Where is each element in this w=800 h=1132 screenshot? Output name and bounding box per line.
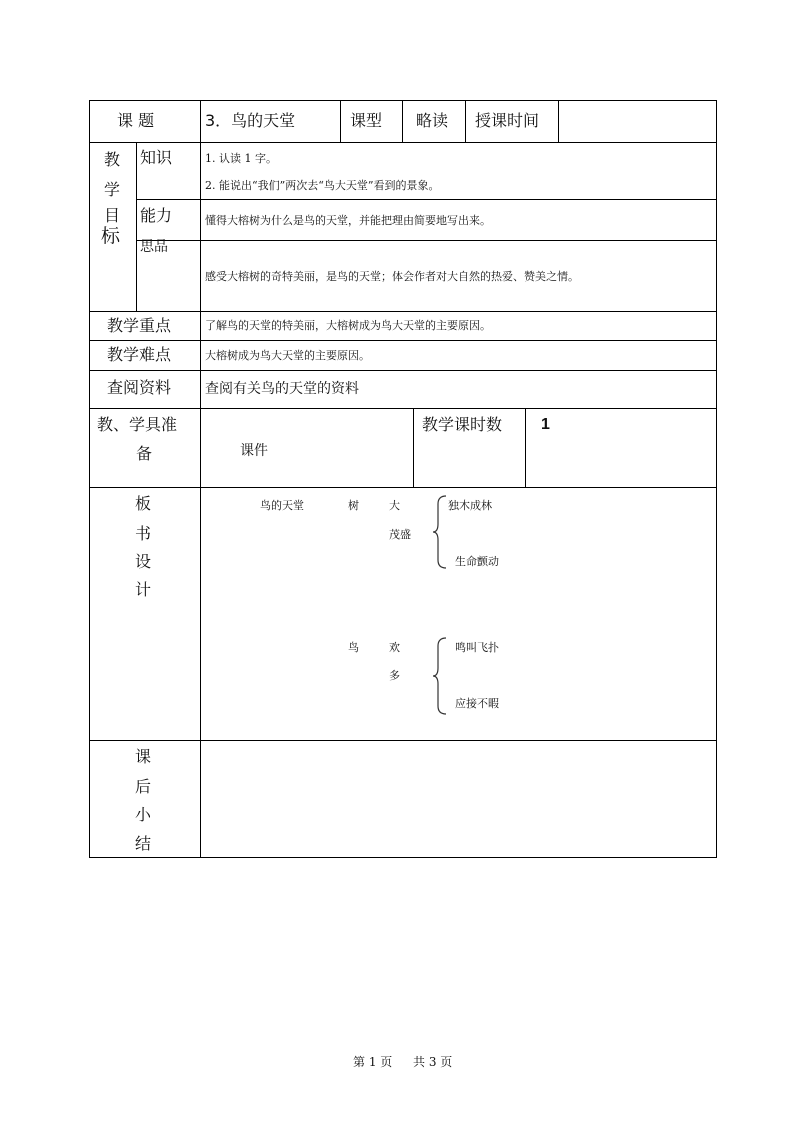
bird-item: 鸣叫飞扑 <box>455 641 499 654</box>
page-number: 第 1 页 <box>353 1055 393 1069</box>
difficulty-text: 大榕树成为鸟大天堂的主要原因。 <box>205 349 370 362</box>
ability-label: 能力 <box>140 206 173 225</box>
lesson-type-label: 课型 <box>350 111 383 130</box>
lesson-title: 3．鸟的天堂 <box>205 111 296 130</box>
board-many: 多 <box>389 669 400 682</box>
brace-icon <box>432 636 450 716</box>
goals-label-char: 目 <box>104 206 121 225</box>
board-bird: 鸟 <box>348 641 359 654</box>
ability-text: 懂得大榕树为什么是鸟的天堂，并能把理由简要地写出来。 <box>205 214 491 227</box>
summary-label-char: 课 <box>135 747 152 766</box>
board-label-char: 板 <box>135 494 152 513</box>
knowledge-item: 2. 能说出“我们”两次去“鸟大天堂”看到的景象。 <box>205 179 440 192</box>
board-big: 大 <box>389 499 400 512</box>
board-label-char: 设 <box>135 552 152 571</box>
goals-label-char: 标 <box>101 225 121 247</box>
key-point-text: 了解鸟的天堂的特美丽，大榕树成为鸟大天堂的主要原因。 <box>205 319 491 332</box>
summary-label-char: 结 <box>135 834 152 853</box>
lesson-type-value: 略读 <box>416 111 449 130</box>
key-point-label: 教学重点 <box>107 316 172 335</box>
hours-label: 教学课时数 <box>422 415 503 434</box>
materials-text: 查阅有关鸟的天堂的资料 <box>205 381 359 397</box>
prep-label: 教、学具准 <box>97 415 178 434</box>
prep-label-cont: 备 <box>136 444 153 463</box>
difficulty-label: 教学难点 <box>107 345 172 364</box>
board-title: 鸟的天堂 <box>260 499 304 512</box>
goals-label-char: 教 <box>104 150 121 169</box>
board-label-char: 计 <box>135 580 152 599</box>
board-tree: 树 <box>348 499 359 512</box>
knowledge-label: 知识 <box>140 148 173 167</box>
teach-time-label: 授课时间 <box>475 111 540 130</box>
board-lush: 茂盛 <box>389 528 411 541</box>
tree-item: 独木成林 <box>448 499 492 512</box>
morality-text: 感受大榕树的奇特美丽，是鸟的天堂；体会作者对大自然的热爱、赞美之情。 <box>205 270 579 283</box>
hours-value: 1 <box>541 416 550 433</box>
tree-item: 生命颤动 <box>455 555 499 568</box>
summary-label-char: 小 <box>135 805 152 824</box>
board-label-char: 书 <box>135 524 152 543</box>
summary-label-char: 后 <box>135 777 152 796</box>
board-happy: 欢 <box>389 641 400 654</box>
materials-label: 查阅资料 <box>107 378 172 397</box>
lesson-title-label: 课 题 <box>117 111 155 130</box>
morality-label: 思品 <box>140 239 168 255</box>
prep-value: 课件 <box>240 443 268 459</box>
page-total: 共 3 页 <box>413 1055 453 1069</box>
bird-item: 应接不暇 <box>455 697 499 710</box>
goals-label-char: 学 <box>104 180 121 199</box>
knowledge-item: 1. 认读 1 字。 <box>205 152 277 165</box>
